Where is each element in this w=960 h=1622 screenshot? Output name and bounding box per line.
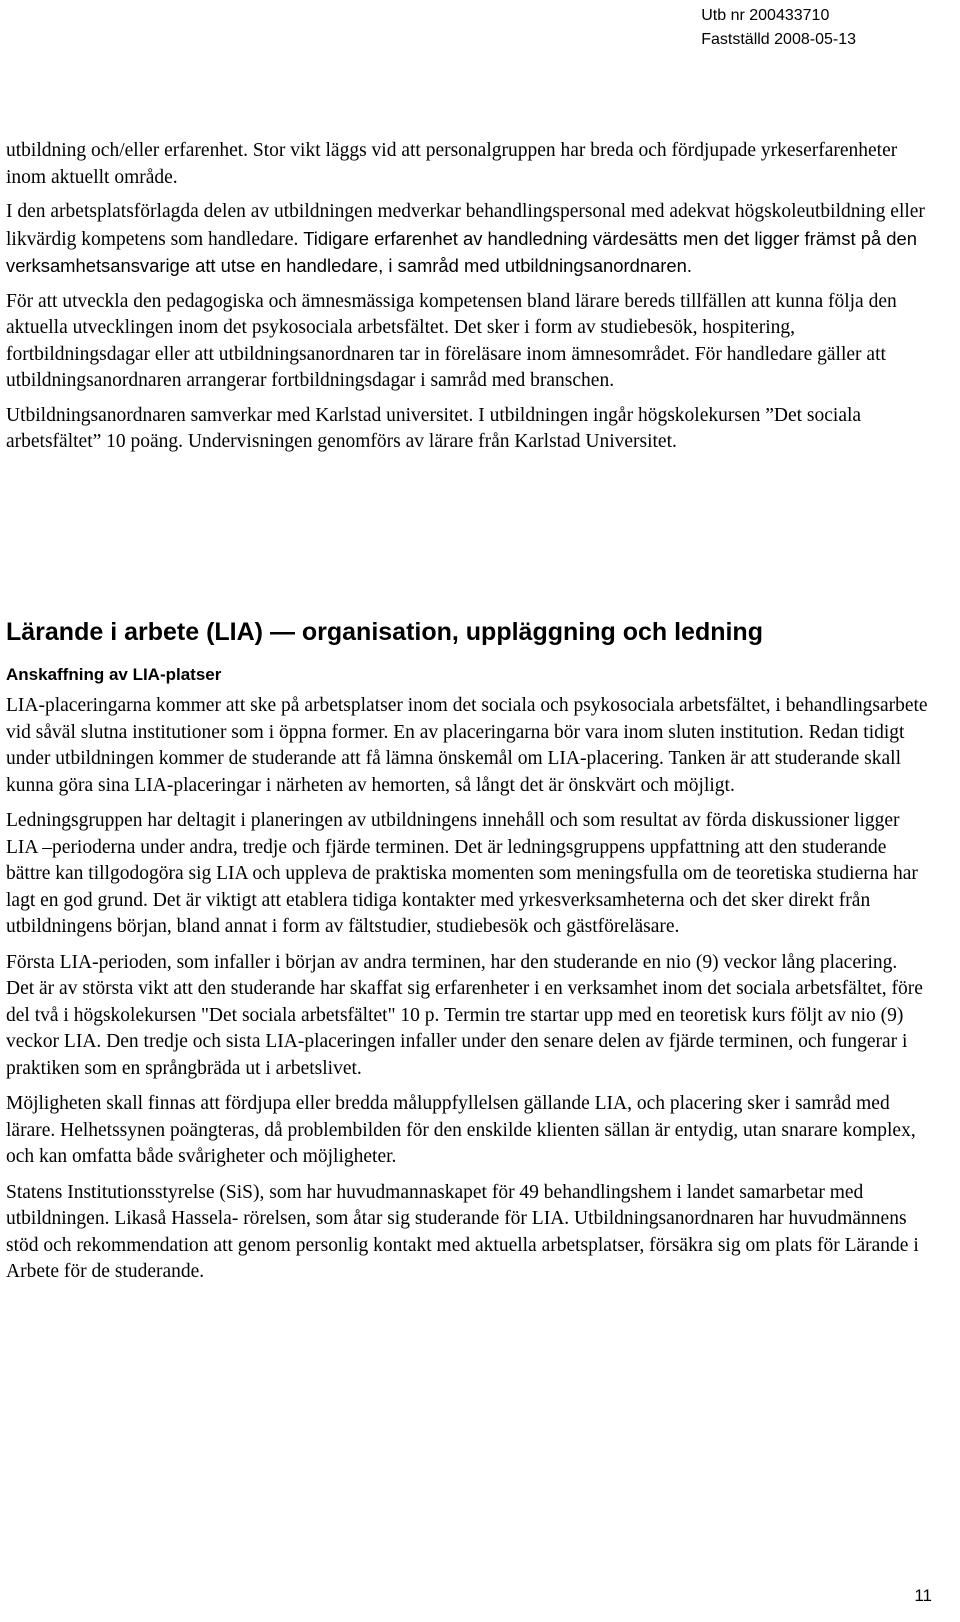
established-date: Fastställd 2008-05-13 xyxy=(701,31,856,48)
paragraph xyxy=(6,199,930,281)
subsection-title: Anskaffning av LIA-platser xyxy=(6,665,222,684)
intro-text xyxy=(6,138,930,456)
section-body xyxy=(6,693,930,1286)
paragraph: För att utveckla den pedagogiska och ämnesmässiga kompetensen bland lärare bereds tillfällen att kunna följa den aktuella utvecklingen inom det psykosociala arbetsfältet. Det sker i form av studiebesök, hospitering, fortbildningsdagar eller att utbildningsanordnaren tar in föreläsare inom ämnesområdet. För handledare gäller att utbildningsanordnaren arrangerar fortbildningsdagar i samråd med branschen. xyxy=(6,290,897,391)
paragraph-text: I den arbetsplatsförlagda delen av utbildningen medverkar behandlingspersonal med adekvat högskoleutbildning eller likvärdig kompetens som handledare. xyxy=(6,201,925,250)
paragraph: Möjligheten skall finnas att fördjupa eller bredda måluppfyllelsen gällande LIA, och placering sker i samråd med lärare. Helhetssynen poängteras, då problembilden för den enskilde klienten sällan är entydig, utan snarare komplex, och kan omfatta både svårigheter och möjligheter. xyxy=(6,1093,916,1167)
paragraph: Utbildningsanordnaren samverkar med Karlstad universitet. I utbildningen ingår högskolekursen ”Det sociala arbetsfältet” 10 poäng. Undervisningen genomförs av lärare från Karlstad Universitet. xyxy=(6,404,862,452)
paragraph-continuation: Tidigare erfarenhet av handledning värdesätts men det ligger främst på den verksamhetsansvarige att utse en handledare, i samråd med utbildningsanordnaren. xyxy=(6,227,917,276)
paragraph: Första LIA-perioden, som infaller i början av andra terminen, har den studerande en nio (9) veckor lång placering. Det är av största vikt att den studerande har skaffat sig erfarenheter i en verksamhet inom det sociala arbetsfältet, före del två i högskolekursen "Det sociala arbetsfältet" 10 p. Termin tre startar upp med en teoretisk kurs följt av nio (9) veckor LIA. Den tredje och sista LIA-placeringen infaller under den senare delen av fjärde terminen, och fungerar i praktiken som en språngbräda ut i arbetslivet. xyxy=(6,951,923,1079)
section-title: Lärande i arbete (LIA) — organisation, uppläggning och ledning xyxy=(6,618,763,646)
paragraph: utbildning och/eller erfarenhet. Stor vikt läggs vid att personalgruppen har breda och fördjupade yrkeserfarenheter inom aktuellt område. xyxy=(6,140,898,188)
page-header xyxy=(701,4,856,52)
page-number: 11 xyxy=(914,1586,932,1605)
paragraph: Ledningsgruppen har deltagit i planeringen av utbildningens innehåll och som resultat av förda diskussioner ligger LIA –perioderna under andra, tredje och fjärde terminen. Det är ledningsgruppens uppfattning att den studerande bättre kan tillgodogöra sig LIA och uppleva de praktiska momenten som meningsfulla om de teoretiska studierna har lagt en god grund. Det är viktigt att etablera tidiga kontakter med yrkesverksamheterna och det sker direkt från utbildningens början, bland annat i form av fältstudier, studiebesök och gästföreläsare. xyxy=(6,810,918,937)
paragraph: Statens Institutionsstyrelse (SiS), som har huvudmannaskapet för 49 behandlingshem i landet samarbetar med utbildningen. Likaså Hassela- rörelsen, som åtar sig studerande för LIA. Utbildningsanordnaren har huvudmännens stöd och rekommendation att genom personlig kontakt med aktuella arbetsplatser, försäkra sig om plats för Lärande i Arbete för de studerande. xyxy=(6,1181,919,1282)
paragraph: LIA-placeringarna kommer att ske på arbetsplatser inom det sociala och psykosociala arbetsfältet, i behandlingsarbete vid såväl slutna institutioner som i öppna former. En av placeringarna bör vara inom sluten institution. Redan tidigt under utbildningen kommer de studerande att få lämna önskemål om LIA-placering. Tanken är att studerande skall kunna göra sina LIA-placeringar i närheten av hemorten, så långt det är önskvärt och möjligt. xyxy=(6,695,928,796)
document-number: Utb nr 200433710 xyxy=(701,7,830,24)
